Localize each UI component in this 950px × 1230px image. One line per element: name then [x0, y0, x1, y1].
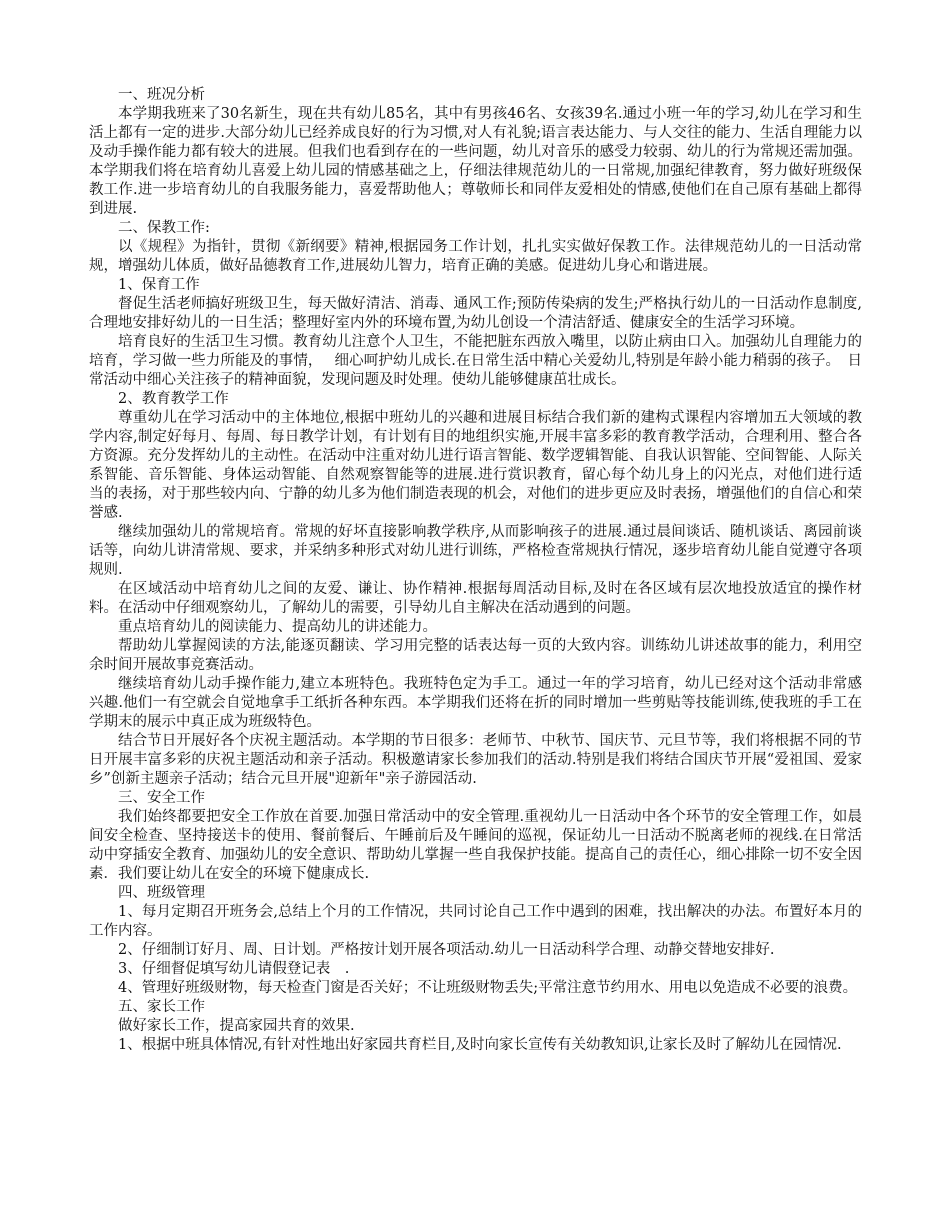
paragraph: 我们始终都要把安全工作放在首要.加强日常活动中的安全管理.重视幼儿一日活动中各个环节的安全管理工作，如晨间安全检查、坚持接送卡的使用、餐前餐后、午睡前后及午睡间的巡视，保证幼儿一日活动不脱离老师的视线.在日常活动中穿插安全教育、加强幼儿的安全意识、帮助幼儿掌握一些自我保护技能。提高自己的责任心，细心排除一切不安全因素．我们要让幼儿在安全的环境下健康成长. — [89, 809, 862, 882]
paragraph: 继续加强幼儿的常规培育。常规的好坏直接影响教学秩序,从而影响孩子的进展.通过晨间谈话、随机谈话、离园前谈话等，向幼儿讲清常规、要求，并采纳多种形式对幼儿进行训练，严格检查常规执行情况，逐步培育幼儿能自觉遵守各项规则. — [89, 524, 862, 578]
paragraph: 4、管理好班级财物，每天检查门窗是否关好；不让班级财物丢失;平常注意节约用水、用电以免造成不必要的浪费。 — [118, 980, 858, 996]
paragraph: 一、班况分析 — [118, 87, 205, 103]
paragraph: 尊重幼儿在学习活动中的主体地位,根据中班幼儿的兴趣和进展目标结合我们新的建构式课程内容增加五大领域的教学内容,制定好每月、每周、每日教学计划，有计划有目的地组织实施,开展丰富多彩的教育教学活动，合理利用、整合各方资源。充分发挥幼儿的主动性。在活动中注重对幼儿进行语言智能、数学逻辑智能、自我认识智能、空间智能、人际关系智能、音乐智能、身体运动智能、自然观察智能等的进展.进行赏识教育，留心每个幼儿身上的闪光点，对他们进行适当的表扬，对于那些较内向、宁静的幼儿多为他们制造表现的机会，对他们的进步更应及时表扬，增强他们的自信心和荣誉感. — [89, 410, 862, 521]
paragraph: 1、每月定期召开班务会,总结上个月的工作情况，共同讨论自己工作中遇到的困难，找出解决的办法。布置好本月的工作内容。 — [89, 904, 862, 939]
paragraph: 帮助幼儿掌握阅读的方法,能逐页翻读、学习用完整的话表达每一页的大致内容。训练幼儿讲述故事的能力，利用空余时间开展故事竞赛活动。 — [89, 638, 862, 673]
paragraph: 重点培育幼儿的阅读能力、提高幼儿的讲述能力。 — [118, 619, 437, 635]
paragraph: 本学期我班来了30名新生，现在共有幼儿85名，其中有男孩46名、女孩39名.通过小班一年的学习,幼儿在学习和生活上都有一定的进步.大部分幼儿已经养成良好的行为习惯,对人有礼貌;语言表达能力、与人交往的能力、生活自理能力以及动手操作能力都有较大的进展。但我们也看到存在的一些问题，幼儿对音乐的感受力较弱、幼儿的行为常规还需加强。本学期我们将在培育幼儿喜爱上幼儿园的情感基础之上，仔细法律规范幼儿的一日常规,加强纪律教育，努力做好班级保教工作.进一步培育幼儿的自我服务能力，喜爱帮助他人；尊敬师长和同伴友爱相处的情感,使他们在自己原有基础上都得到进展. — [89, 106, 862, 217]
paragraph: 1、保育工作 — [118, 277, 200, 293]
paragraph: 做好家长工作，提高家园共育的效果. — [118, 1018, 355, 1034]
paragraph: 2、教育教学工作 — [118, 391, 229, 407]
paragraph: 3、仔细督促填写幼儿请假登记表 . — [118, 961, 350, 977]
paragraph: 1、根据中班具体情况,有针对性地出好家园共育栏目,及时向家长宣传有关幼教知识,让家长及时了解幼儿在园情况. — [118, 1037, 842, 1053]
paragraph: 四、班级管理 — [118, 885, 205, 901]
paragraph: 以《规程》为指针，贯彻《新纲要》精神,根据园务工作计划，扎扎实实做好保教工作。法律规范幼儿的一日活动常规，增强幼儿体质，做好品德教育工作,进展幼儿智力，培育正确的美感。促进幼儿身心和谐进展。 — [89, 239, 862, 274]
paragraph: 三、安全工作 — [118, 790, 205, 806]
paragraph: 督促生活老师搞好班级卫生，每天做好清洁、消毒、通风工作;预防传染病的发生;严格执行幼儿的一日活动作息制度,合理地安排好幼儿的一日生活；整理好室内外的环境布置,为幼儿创设一个清洁舒适、健康安全的生活学习环境。 — [89, 296, 862, 331]
paragraph: 培育良好的生活卫生习惯。教育幼儿注意个人卫生，不能把脏东西放入嘴里，以防止病由口入。加强幼儿自理能力的培育，学习做一些力所能及的事情， 细心呵护幼儿成长.在日常生活中精心关爱幼儿,特别是年龄小能力稍弱的孩子。 日常活动中细心关注孩子的精神面貌，发现问题及时处理。使幼儿能够健康茁壮成长。 — [89, 334, 862, 388]
paragraph: 二、保教工作: — [118, 220, 210, 236]
paragraph: 结合节日开展好各个庆祝主题活动。本学期的节日很多：老师节、中秋节、国庆节、元旦节等，我们将根据不同的节日开展丰富多彩的庆祝主题活动和亲子活动。积极邀请家长参加我们的活动.特别是我们将结合国庆节开展“爱祖国、爱家乡”创新主题亲子活动；结合元旦开展"迎新年"亲子游园活动. — [89, 733, 862, 787]
paragraph: 在区域活动中培育幼儿之间的友爱、谦让、协作精神.根据每周活动目标,及时在各区域有层次地投放适宜的操作材料。在活动中仔细观察幼儿，了解幼儿的需要，引导幼儿自主解决在活动遇到的问题。 — [89, 581, 862, 616]
paragraph: 五、家长工作 — [118, 999, 205, 1015]
paragraph: 2、仔细制订好月、周、日计划。严格按计划开展各项活动.幼儿一日活动科学合理、动静交替地安排好. — [118, 942, 775, 958]
paragraph: 继续培育幼儿动手操作能力,建立本班特色。我班特色定为手工。通过一年的学习培育，幼儿已经对这个活动非常感兴趣.他们一有空就会自觉地拿手工纸折各种东西。本学期我们还将在折的同时增加一些剪贴等技能训练,使我班的手工在学期末的展示中真正成为班级特色。 — [89, 676, 862, 730]
